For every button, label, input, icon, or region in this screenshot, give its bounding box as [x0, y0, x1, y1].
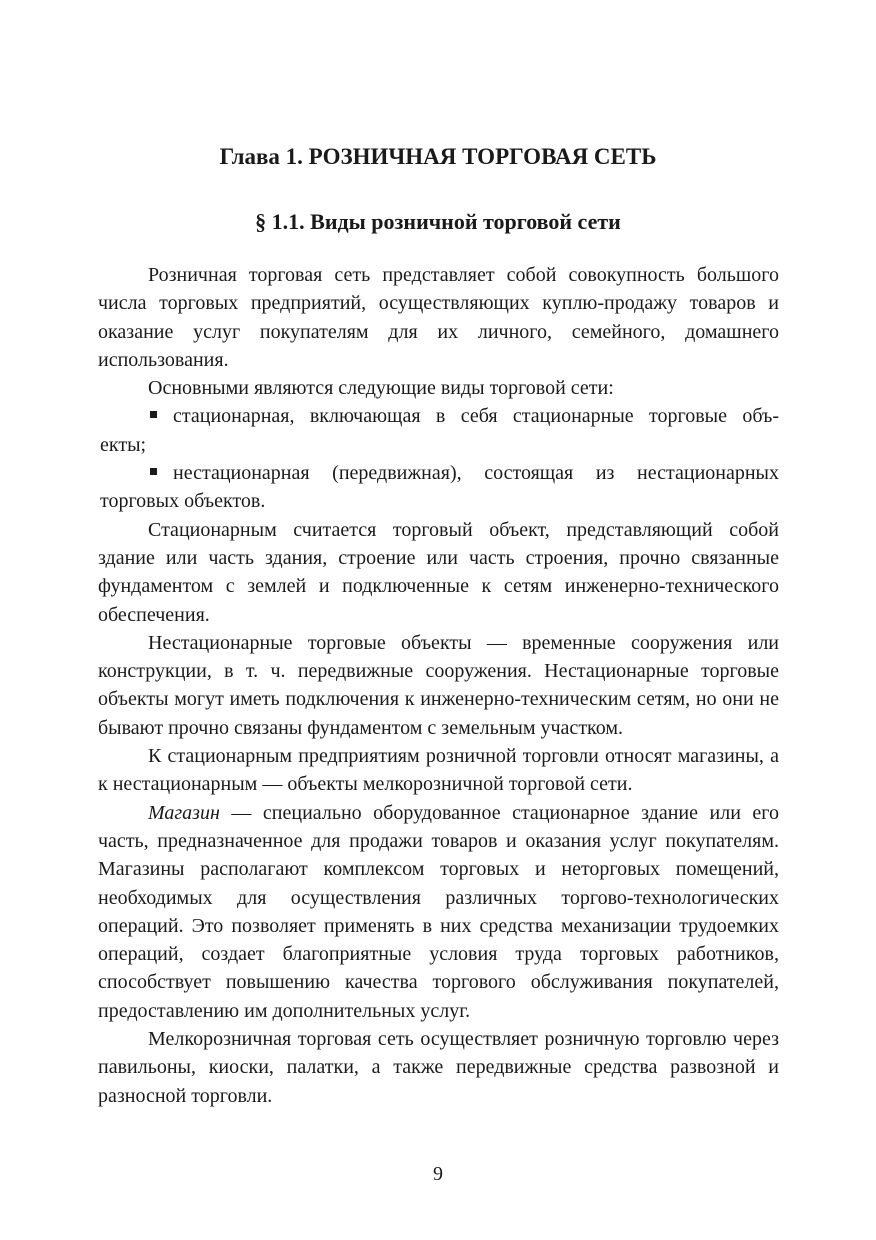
bullet-item-stationary [98, 402, 779, 459]
paragraph-stationary-definition: Стационарным считается торговый объект, представляющий собой здание или часть здания, строение или часть строения, прочно связанные фундаментом с землей и подключенные к сетям инженерно-технического обеспечения. [98, 518, 779, 626]
bullet-text: стационарная, включающая в себя стационарные торговые объ- [173, 405, 779, 428]
paragraph-small-retail: Мелкорозничная торговая сеть осуществляет розничную торговлю через павильоны, киоски, палатки, а также передвижные средства развозной и разносной торговли. [98, 1028, 779, 1107]
chapter-title: Глава 1. РОЗНИЧНАЯ ТОРГОВАЯ СЕТЬ [219, 144, 657, 169]
body-text [98, 261, 779, 1110]
bullet-text-continued: торговых объектов. [100, 490, 266, 513]
bullet-text: нестационарная (передвижная), состоящая из нестационарных [173, 462, 779, 485]
section-title: § 1.1. Виды розничной торговой сети [255, 209, 621, 234]
bullet-text-continued: екты; [100, 433, 147, 456]
paragraph-store-definition [98, 799, 779, 1025]
bullet-item-nonstationary [98, 459, 779, 516]
bullet-square-icon [150, 468, 157, 475]
paragraph-retail-enterprises: К стационарным предприятиям розничной торговли относят магазины, а к нестационарным — объекты мелкорозничной торговой сети. [98, 745, 779, 796]
paragraph-nonstationary-definition: Нестационарные торговые объекты — временные сооружения или конструкции, в т. ч. передвижные сооружения. Нестационарные торговые объекты могут иметь подключения к инженерно-техническим сетям, но они не бывают прочно связаны фундаментом с земельным участком. [98, 631, 779, 739]
store-definition-text: — специально оборудованное стационарное здание или его часть, предназначенное для продажи товаров и оказания услуг покупателям. Магазины располагают комплексом торговых и неторговых помещений, необходимых для осуществления различных торгово-технологических операций. Это позволяет применять в них средства механизации трудоемких операций, создает благоприятные условия труда торговых работников, способствует повышению качества торгового обслуживания покупателей, предоставлению им дополнительных услуг. [98, 801, 779, 1022]
page-number: 9 [433, 1163, 443, 1185]
term-store: Магазин [148, 801, 220, 824]
bullet-square-icon [150, 411, 157, 418]
paragraph-intro: Розничная торговая сеть представляет собой совокупность большого числа торговых предприятий, осуществляющих куплю-продажу товаров и оказание услуг покупателям для их личного, семейного, домашнего использования. [98, 264, 779, 371]
paragraph-types-lead: Основными являются следующие виды торговой сети: [148, 377, 614, 400]
